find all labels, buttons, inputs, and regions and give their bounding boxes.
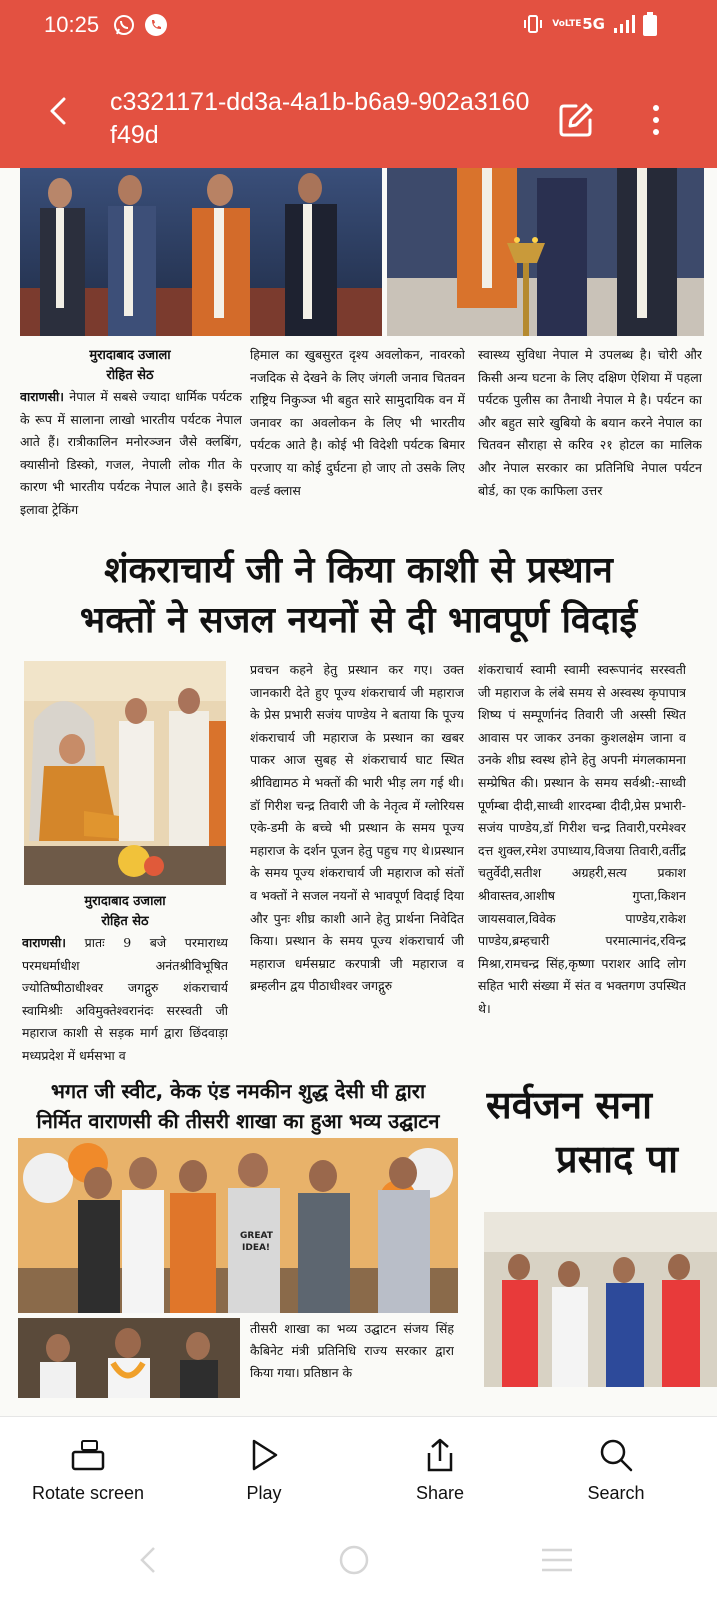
tshirt-print-2: IDEA! (242, 1243, 271, 1253)
article2-byline (24, 892, 226, 932)
network-type-label: 5G (582, 15, 605, 33)
system-navigation-bar (0, 1520, 717, 1600)
article1-dateline: वाराणसी। (20, 389, 65, 404)
event-photo-lamp-lighting (387, 168, 704, 336)
article1-col2-text: हिमाल का खुबसुरत दृश्य अवलोकन, नावरको नजदिक से देखने के लिए जंगली जनाव चितवन राष्ट्रिय निकुञ्ज भी बहुत सारे सामुदायिक वन में जनावर का अवलोकन के लिए भी भारतीय पर्यटक आते है। कोई भी विदेशी पर्यटक बिमार परजाए या कोई दुर्घटना हो जाए तो उसके लिए वर्ल्ड क्लास (250, 347, 465, 498)
article2-col2-text: प्रवचन कहने हेतु प्रस्थान कर गए। उक्त जानकारी देते हुए पूज्य शंकराचार्य जी महाराज के प्रेस प्रभारी सजंय पाण्डेय ने बताया कि पूज्य शंकराचार्य जी महाराज के प्रस्थान का खबर पाकर आज सुबह से शंकराचार्य घाट स्थित श्रीविद्यामठ मे भक्तों की भारी भीड़ लग गई थी।डॉ गिरीश चन्द्र तिवारी जी के नेतृत्व में ग्लोरियस एके-डमी के बच्चे भी प्रस्थान के समय पूज्य महाराज के दर्शन पूजन हेतु पहुच गए थे।प्रस्थान के समय पूज्य शंकराचार्य जी महाराज को संतों व भक्तों ने सजल नयनों से भावपूर्ण विदाई दिया और पुनः शीघ्र काशी आने हेतु प्रार्थना निवेदित किया। प्रस्थान के समय पूज्य शंकराचार्य जी महाराज धर्मसम्राट करपात्री जी महाराज व ब्रम्हलीन द्वय पीठाधीश्वर जगद्गुरु (250, 662, 464, 994)
nav-home-icon[interactable] (338, 1544, 370, 1576)
app-bar (0, 50, 717, 168)
more-options-icon[interactable] (646, 100, 666, 140)
article3-headline-line1: भगत जी स्वीट, केक एंड नमकीन शुद्ध देसी घी द्वारा (50, 1079, 426, 1103)
article2-byline-author: रोहित सेठ (101, 914, 149, 929)
system-status-icons (522, 12, 657, 36)
share-button[interactable] (360, 1417, 520, 1521)
phone-call-icon (144, 13, 168, 37)
share-label: Share (415, 1483, 465, 1503)
newspaper-page[interactable] (0, 168, 717, 1416)
article1-column-2 (250, 344, 465, 534)
volte-icon: VoLTE (552, 18, 582, 29)
article2-dateline: वाराणसी। (22, 935, 67, 950)
notification-icons (112, 13, 168, 37)
play-icon (246, 1437, 282, 1473)
article4-headline-line1: सर्वजन सना (486, 1083, 652, 1127)
article4-headline (486, 1078, 717, 1186)
battery-icon (643, 12, 657, 36)
article1-byline-author: रोहित सेठ (106, 368, 154, 383)
article1-byline-paper: मुरादाबाद उजाला (89, 348, 171, 363)
rotate-screen-icon (70, 1437, 106, 1473)
document-title: c3321171-dd3a-4a1b-b6a9-902a3160f49d (110, 88, 530, 149)
status-time: 10:25 (44, 12, 100, 37)
article1-byline (20, 346, 240, 386)
tshirt-print: GREAT (240, 1231, 273, 1241)
search-button[interactable] (536, 1417, 696, 1521)
nav-back-icon[interactable] (136, 1546, 160, 1574)
edit-icon[interactable] (556, 100, 596, 140)
article1-col3-text: स्वास्थ्य सुविधा नेपाल मे उपलब्ध है। चोरी और किसी अन्य घटना के लिए दक्षिण ऐशिया में पहला पर्यटक पुलीस का तैनाथी नेपाल मे है। पर्यटन का और बहुत सारे खुबियो के बयान करने नेपाल का चितवन सौराहा से करिव २१ होटल का मालिक और नेपाल सरकार का प्रतिनिधि नेपाल पर्यटन बोर्ड, का एक काफिला उत्तर (478, 347, 702, 498)
play-label: Play (246, 1483, 282, 1503)
shop-opening-photo (18, 1138, 458, 1313)
article1-column-3 (478, 344, 702, 534)
shankaracharya-photo (24, 661, 226, 885)
play-button[interactable] (184, 1417, 344, 1521)
article1-col1-text: नेपाल में सबसे ज्यादा धार्मिक पर्यटक के रूप में सालाना लाखो भारतीय पर्यटक नेपाल आते हैं। रात्रीकालिन मनोरञ्जन जैसे क्लबिंग, क्यासीनो डिस्को, गजल, नेपाली लोक गीत के कारण भी भारतीय पर्यटक नेपाल आते है। इसके इलावा ट्रेकिंग (20, 389, 242, 517)
nav-recents-icon[interactable] (540, 1546, 574, 1574)
article4-headline-line2: प्रसाद पा (556, 1137, 678, 1181)
article3-headline (18, 1076, 458, 1136)
search-icon (598, 1437, 634, 1473)
article2-byline-paper: मुरादाबाद उजाला (84, 894, 166, 909)
article2-column-3 (478, 659, 686, 1064)
signal-icon (613, 14, 635, 34)
vibrate-icon (522, 14, 544, 34)
rotate-screen-label: Rotate screen (31, 1483, 145, 1503)
search-label: Search (587, 1483, 645, 1503)
article3-column (250, 1318, 454, 1388)
article2-column-2 (250, 659, 464, 1064)
rotate-screen-button[interactable] (8, 1417, 168, 1521)
whatsapp-icon (112, 13, 136, 37)
back-arrow-icon[interactable] (44, 96, 74, 126)
article2-column-1 (22, 932, 228, 1062)
status-bar (0, 0, 717, 50)
article3-headline-line2: निर्मित वाराणसी की तीसरी शाखा का हुआ भव्य उद्घाटन (36, 1109, 440, 1133)
event-photo-guests (20, 168, 382, 336)
article2-col1-text: प्रातः 9 बजे परमाराध्य परमधर्माधीश अनंतश्रीविभूषित ज्योतिष्पीठाधीश्वर जगद्गुरु शंकराचार्य स्वामिश्रीः अविमुक्तेश्वरानंदः सरस्वती जी महाराज काशी से सड़क मार्ग द्वारा छिंदवाड़ा मध्यप्रदेश में धर्मसभा व (22, 935, 228, 1062)
bottom-action-bar (0, 1416, 717, 1521)
article1-column-1 (20, 386, 242, 534)
article4-photo (484, 1212, 717, 1387)
article2-headline-line2: भक्तों ने सजल नयनों से दी भावपूर्ण विदाई (79, 600, 638, 641)
article2-headline-line1: शंकराचार्य जी ने किया काशी से प्रस्थान (104, 550, 613, 591)
article2-col3-text: शंकराचार्य स्वामी स्वामी स्वरूपानंद सरस्वती जी महाराज के लंबे समय से अस्वस्थ कृपापात्र शिष्य पं सम्पूर्णानंद तिवारी जी अस्सी स्थित आवास पर जाकर उनका कुशलक्षेम जाना व उनके शीघ्र स्वस्थ होने हेतु अपनी मंगलकामना सम्प्रेषित की। प्रस्थान के समय सर्वश्री:-साध्वी पूर्णम्बा दीदी,साध्वी शारदम्बा दीदी,प्रेस प्रभारी-सजंय पाण्डेय,डॉ गिरीश चन्द्र तिवारी,परमेश्वर दत्त शुक्ल,रमेश उपाध्याय,विजया तिवारी,वर्तीद्र चतुर्वेदी,सतीश अग्रहरी,सत्य प्रकाश श्रीवास्तव,आशीष गुप्ता,किशन जायसवाल,विवेक पाण्डेय,राकेश पाण्डेय,ब्रम्हचारी परमात्मानंद,रविन्द्र मिश्रा,रामचन्द्र सिंह,कृष्णा पराशर आदि लोग सहित भारी संख्या में संत व भक्तगण उपस्थित थे। (478, 662, 686, 1016)
shop-ribbon-photo (18, 1318, 240, 1398)
article3-col-text: तीसरी शाखा का भव्य उद्घाटन संजय सिंह कैबिनेट मंत्री प्रतिनिधि राज्य सरकार द्वारा किया गया। प्रतिष्ठान के (250, 1321, 454, 1380)
share-icon (422, 1437, 458, 1473)
